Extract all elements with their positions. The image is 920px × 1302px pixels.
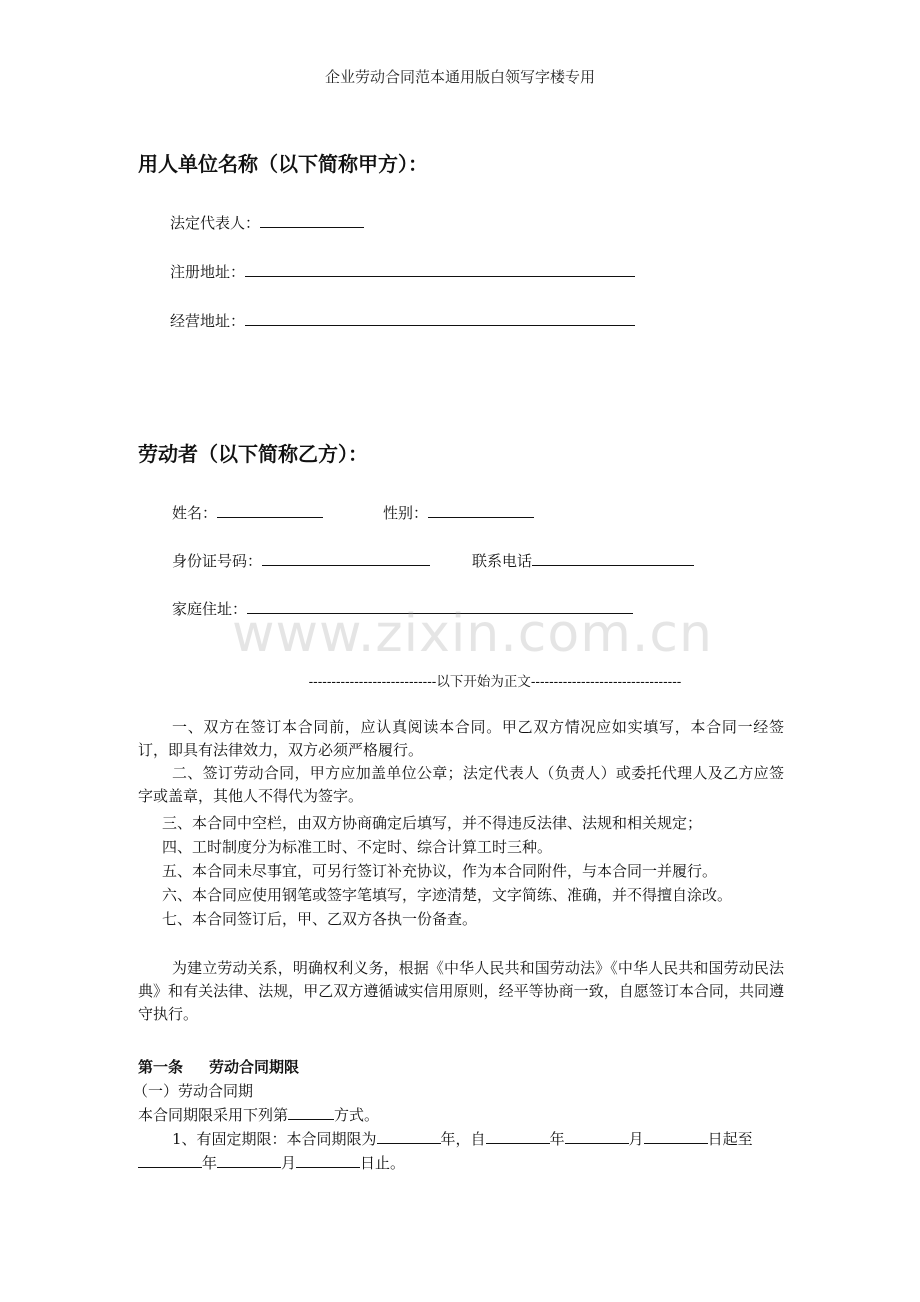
term-method-line xyxy=(138,1104,379,1125)
article-1-heading xyxy=(138,1056,299,1077)
id-field xyxy=(172,550,430,571)
end-day-unit: 日止。 xyxy=(360,1154,406,1172)
note-2: 二、签订劳动合同，甲方应加盖单位公章；法定代表人（负责人）或委托代理人及乙方应签字或盖章，其他人不得代为签字。 xyxy=(138,764,784,805)
note-7: 七、本合同签订后，甲、乙双方各执一份备查。 xyxy=(162,910,478,928)
reg-address-label: 注册地址： xyxy=(170,263,246,281)
article-1-number: 第一条 xyxy=(138,1058,184,1076)
fixed-term-years-blank[interactable] xyxy=(377,1129,441,1144)
start-day-unit: 日起至 xyxy=(707,1130,753,1148)
start-year-blank[interactable] xyxy=(486,1129,550,1144)
body-divider: ----------------------------以下开始为正文--------------------------------- xyxy=(308,674,682,690)
article-1-sub1: （一）劳动合同期 xyxy=(133,1082,254,1100)
id-label: 身份证号码： xyxy=(172,552,263,570)
note-1: 一、双方在签订本合同前，应认真阅读本合同。甲乙双方情况应如实填写，本合同一经签订，即具有法律效力，双方必须严格履行。 xyxy=(138,718,784,759)
term-method-post: 方式。 xyxy=(334,1106,380,1124)
term-method-blank[interactable] xyxy=(288,1105,334,1120)
end-month-blank[interactable] xyxy=(217,1153,281,1168)
name-field xyxy=(172,502,323,523)
party-b-heading: 劳动者（以下简称乙方）： xyxy=(138,442,368,466)
end-month-unit: 月 xyxy=(281,1154,297,1172)
gender-label: 性别： xyxy=(383,504,429,522)
legal-rep-field xyxy=(170,212,364,233)
fixed-year-from: 年，自 xyxy=(440,1130,486,1148)
start-month-unit: 月 xyxy=(628,1130,644,1148)
reg-address-blank[interactable] xyxy=(245,262,635,277)
watermark: www.zixin.com.cn xyxy=(232,604,713,664)
biz-address-field xyxy=(170,310,635,331)
phone-blank[interactable] xyxy=(532,551,694,566)
start-day-blank[interactable] xyxy=(644,1129,708,1144)
document-header: 企业劳动合同范本通用版白领写字楼专用 xyxy=(324,68,595,86)
id-blank[interactable] xyxy=(262,551,430,566)
name-label: 姓名： xyxy=(172,504,218,522)
biz-address-label: 经营地址： xyxy=(170,312,246,330)
legal-rep-label: 法定代表人： xyxy=(170,214,261,232)
gender-blank[interactable] xyxy=(428,503,534,518)
fixed-term-line xyxy=(172,1128,753,1149)
note-4: 四、工时制度分为标准工时、不定时、综合计算工时三种。 xyxy=(162,838,553,856)
start-month-blank[interactable] xyxy=(565,1129,629,1144)
end-year-blank[interactable] xyxy=(138,1153,202,1168)
term-method-pre: 本合同期限采用下列第 xyxy=(138,1106,289,1124)
end-day-blank[interactable] xyxy=(296,1153,360,1168)
phone-label: 联系电话 xyxy=(472,552,533,570)
party-a-heading: 用人单位名称（以下简称甲方）： xyxy=(138,152,428,176)
home-address-label: 家庭住址： xyxy=(172,600,248,618)
article-1-title: 劳动合同期限 xyxy=(209,1058,300,1076)
phone-field xyxy=(472,550,694,571)
legal-rep-blank[interactable] xyxy=(260,213,364,228)
fixed-term-label: 1、有固定期限：本合同期限为 xyxy=(172,1130,377,1148)
start-year-unit: 年 xyxy=(549,1130,565,1148)
fixed-term-end-line xyxy=(138,1152,405,1173)
name-blank[interactable] xyxy=(217,503,323,518)
note-6: 六、本合同应使用钢笔或签字笔填写，字迹清楚，文字简练、准确，并不得擅自涂改。 xyxy=(162,886,733,904)
end-year-unit: 年 xyxy=(202,1154,218,1172)
note-5: 五、本合同未尽事宜，可另行签订补充协议，作为本合同附件，与本合同一并履行。 xyxy=(162,862,718,880)
biz-address-blank[interactable] xyxy=(245,311,635,326)
gender-field xyxy=(383,502,534,523)
note-3: 三、本合同中空栏，由双方协商确定后填写，并不得违反法律、法规和相关规定； xyxy=(162,814,703,832)
preamble: 为建立劳动关系，明确权利义务，根据《中华人民共和国劳动法》《中华人民共和国劳动民法典》和有关法律、法规，甲乙双方遵循诚实信用原则，经平等协商一致，自愿签订本合同，共同遵守执行。 xyxy=(138,959,784,1023)
reg-address-field xyxy=(170,261,635,282)
